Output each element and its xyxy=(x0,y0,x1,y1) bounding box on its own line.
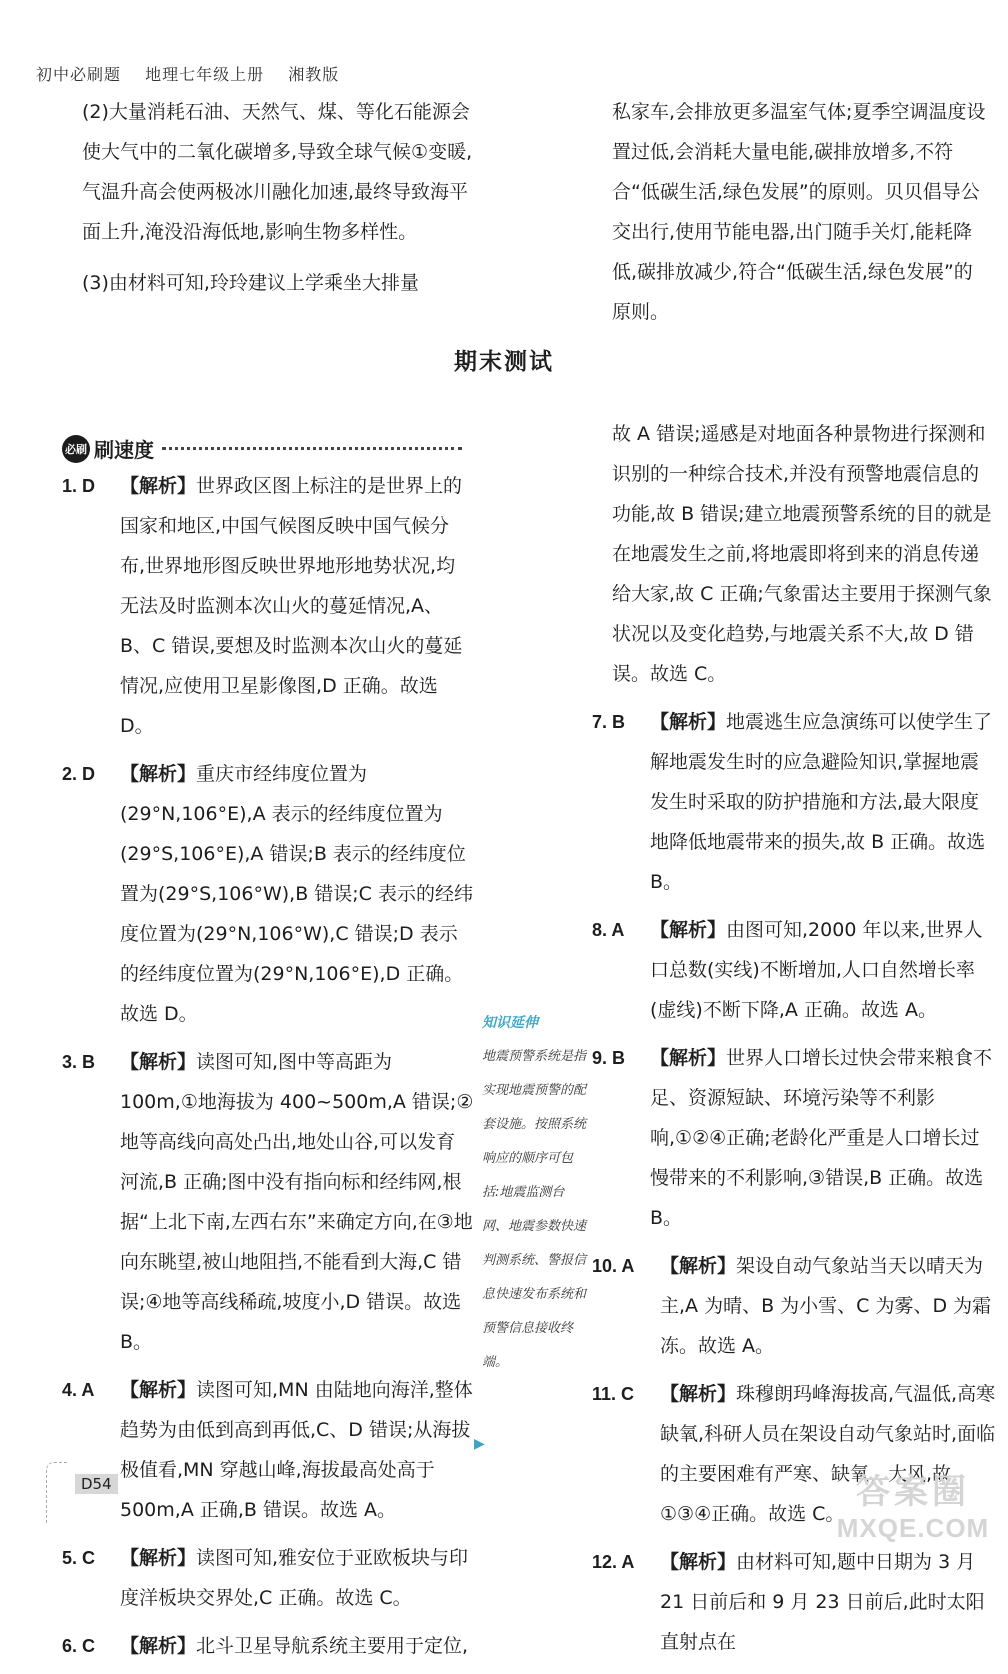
answer-continuation xyxy=(592,414,996,694)
analysis-tag: 【解析】 xyxy=(120,1051,197,1073)
answer-item xyxy=(62,1626,474,1666)
answer-item xyxy=(62,1538,474,1618)
analysis-tag: 【解析】 xyxy=(660,1255,737,1277)
analysis-tag: 【解析】 xyxy=(660,1383,737,1405)
section-title: 期末测试 xyxy=(454,349,554,375)
answer-item xyxy=(62,754,474,1034)
analysis-tag: 【解析】 xyxy=(120,1635,197,1657)
continuation-text: 故 A 错误;遥感是对地面各种景物进行探测和识别的一种综合技术,并没有预警地震信息的功能,故 B 错误;建立地震预警系统的目的就是在地震发生之前,将地震即将到来的消息传递给大家,故 C 正确;气象雷达主要用于探测气象状况以及变化趋势,与地震关系不大,故 D 错误。故选 C。 xyxy=(612,423,992,685)
speed-section-header xyxy=(62,434,462,463)
answer-number: 7. B xyxy=(592,712,626,732)
top-left-block xyxy=(82,92,474,314)
left-answer-column xyxy=(62,466,474,1674)
header-edition: 湘教版 xyxy=(288,65,340,84)
analysis-tag: 【解析】 xyxy=(120,763,197,785)
knowledge-sidebar xyxy=(482,1006,590,1380)
answer-item xyxy=(592,1038,996,1238)
answer-text: 地震逃生应急演练可以使学生了解地震发生时的应急避险知识,掌握地震发生时采取的防护措施和方法,最大限度地降低地震带来的损失,故 B 正确。故选 B。 xyxy=(650,711,993,893)
answer-number: 4. A xyxy=(62,1380,95,1400)
answer-number: 10. A xyxy=(592,1256,635,1276)
analysis-tag: 【解析】 xyxy=(650,711,727,733)
answer-item xyxy=(592,702,996,902)
answer-item xyxy=(62,1370,474,1530)
top-left-para-3: (3)由材料可知,玲玲建议上学乘坐大排量 xyxy=(82,272,419,294)
header-subject: 地理七年级上册 xyxy=(145,65,265,84)
badge-label: 刷速度 xyxy=(94,438,154,462)
header-series: 初中必刷题 xyxy=(36,65,122,84)
answer-number: 9. B xyxy=(592,1048,626,1068)
analysis-tag: 【解析】 xyxy=(120,475,197,497)
answer-number: 8. A xyxy=(592,920,625,940)
answer-item xyxy=(592,1542,996,1662)
analysis-tag: 【解析】 xyxy=(120,1379,197,1401)
answer-number: 12. A xyxy=(592,1552,635,1572)
sidebar-title: 知识延伸 xyxy=(482,1015,538,1031)
answer-item xyxy=(62,466,474,746)
answer-number: 2. D xyxy=(62,764,96,784)
answer-item xyxy=(592,910,996,1030)
answer-item xyxy=(592,1246,996,1366)
answer-text: 世界政区图上标注的是世界上的国家和地区,中国气候图反映中国气候分布,世界地形图反映世界地形地势状况,均无法及时监测本次山火的蔓延情况,A、B、C 错误,要想及时监测本次山火的蔓延情况,应使用卫星影像图,D 正确。故选 D。 xyxy=(120,475,463,737)
analysis-tag: 【解析】 xyxy=(650,1047,727,1069)
analysis-tag: 【解析】 xyxy=(660,1551,737,1573)
answer-number: 3. B xyxy=(62,1052,96,1072)
answer-number: 6. C xyxy=(62,1636,96,1656)
answer-text: 读图可知,图中等高距为 100m,①地海拔为 400~500m,A 错误;②地等高线向高处凸出,地处山谷,可以发育河流,B 正确;图中没有指向标和经纬网,根据“上北下南,左西右东”来确定方向,在③地向东眺望,被山地阻挡,不能看到大海,C 错误;④地等高线稀疏,坡度小,D 错误。故选 B。 xyxy=(120,1051,474,1353)
answer-number: 5. C xyxy=(62,1548,96,1568)
badge-icon: 必刷 xyxy=(62,435,90,463)
watermark-url: MXQE.COM xyxy=(836,1513,990,1543)
answer-text: 由图可知,2000 年以来,世界人口总数(实线)不断增加,人口自然增长率(虚线)不断下降,A 正确。故选 A。 xyxy=(650,919,983,1021)
answer-number: 1. D xyxy=(62,476,96,496)
top-right-block xyxy=(612,92,988,343)
answer-text: 重庆市经纬度位置为(29°N,106°E),A 表示的经纬度位置为(29°S,106°E),A 错误;B 表示的经纬度位置为(29°S,106°W),B 错误;C 表示的经纬度位置为(29°N,106°W),C 错误;D 表示的经纬度位置为(29°N,106°E),D 正确。故选 D。 xyxy=(120,763,473,1025)
page-number: D54 xyxy=(75,1474,118,1494)
book-header xyxy=(36,62,357,85)
analysis-tag: 【解析】 xyxy=(120,1547,197,1569)
top-left-para-2: (2)大量消耗石油、天然气、煤、等化石能源会使大气中的二氧化碳增多,导致全球气候①变暖,气温升高会使两极冰川融化加速,最终导致海平面上升,淹没沿海低地,影响生物多样性。 xyxy=(82,101,473,243)
continue-arrow-icon: ▶ xyxy=(474,1436,485,1452)
analysis-tag: 【解析】 xyxy=(650,919,727,941)
answer-text: 北斗卫星导航系统主要用于定位, xyxy=(196,1635,469,1657)
answer-number: 11. C xyxy=(592,1384,635,1404)
answer-item xyxy=(62,1042,474,1362)
answer-text: 读图可知,雅安位于亚欧板块与印度洋板块交界处,C 正确。故选 C。 xyxy=(120,1547,469,1609)
sidebar-text: 地震预警系统是指实现地震预警的配套设施。按照系统响应的顺序可包括:地震监测台网、地震参数快速判测系统、警报信息快速发布系统和预警信息接收终端。 xyxy=(482,1049,587,1370)
dotted-divider xyxy=(162,447,462,450)
answer-text: 世界人口增长过快会带来粮食不足、资源短缺、环境污染等不利影响,①②④正确;老龄化严重是人口增长过慢带来的不利影响,③错误,B 正确。故选 B。 xyxy=(650,1047,993,1229)
answer-text: 由材料可知,题中日期为 3 月 21 日前后和 9 月 23 日前后,此时太阳直射点在 xyxy=(660,1551,985,1653)
answer-text: 读图可知,MN 由陆地向海洋,整体趋势为由低到高到再低,C、D 错误;从海拔极值看,MN 穿越山峰,海拔最高处高于 500m,A 正确,B 错误。故选 A。 xyxy=(120,1379,473,1521)
site-watermark xyxy=(820,1464,1006,1544)
answer-text: 架设自动气象站当天以晴天为主,A 为晴、B 为小雪、C 为雾、D 为霜冻。故选 A。 xyxy=(660,1255,992,1357)
top-right-para: 私家车,会排放更多温室气体;夏季空调温度设置过低,会消耗大量电能,碳排放增多,不符合“低碳生活,绿色发展”的原则。贝贝倡导公交出行,使用节能电器,出门随手关灯,能耗降低,碳排放减少,符合“低碳生活,绿色发展”的原则。 xyxy=(612,101,986,323)
page-corner-decoration xyxy=(46,1462,67,1523)
answer-text: 珠穆朗玛峰海拔高,气温低,高寒缺氧,科研人员在架设自动气象站时,面临的主要困难有严寒、缺氧、大风,故①③④正确。故选 C。 xyxy=(660,1383,996,1525)
watermark-logo-text: 答案圈 xyxy=(856,1473,970,1511)
